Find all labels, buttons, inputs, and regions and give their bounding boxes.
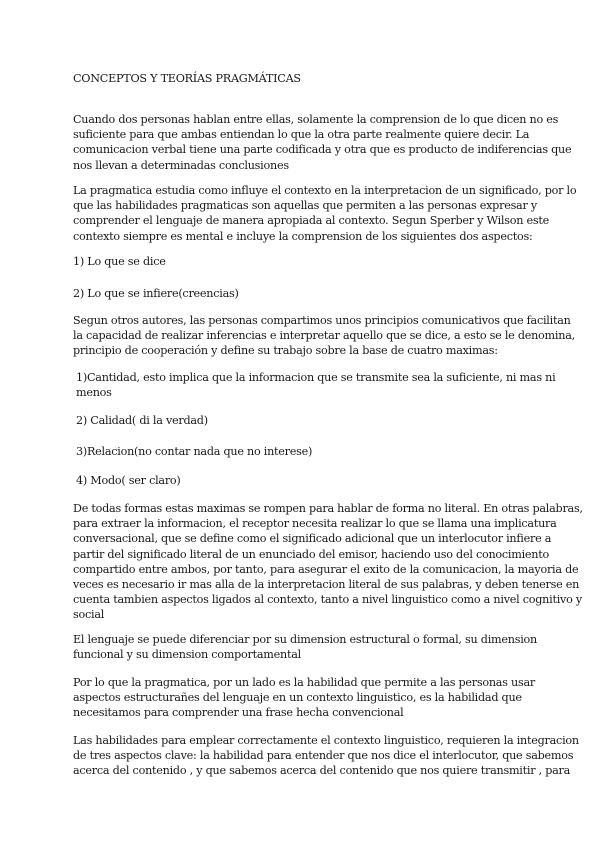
text-line: conversacional, que se define como el significado adicional que un interlocutor infiere a xyxy=(73,532,552,546)
text-line: compartido entre ambos, por tanto, para asegurar el exito de la comunicacion, la mayoria de xyxy=(73,562,579,576)
text-line: Cuando dos personas hablan entre ellas, solamente la comprension de lo que dicen no es xyxy=(73,113,559,126)
text-line: Por lo que la pragmatica, por un lado es la habilidad que permite a las personas usar xyxy=(73,676,535,689)
list-item: 3)Relacion(no contar nada que no interese) xyxy=(76,445,313,458)
text-line: La pragmatica estudia como influye el contexto en la interpretacion de un significado, por lo xyxy=(73,184,577,197)
paragraph xyxy=(73,183,577,244)
text-line: para extraer la informacion, el receptor necesita realizar lo que se llama una implicatura xyxy=(73,517,557,531)
paragraph xyxy=(73,112,572,173)
paragraph xyxy=(73,632,537,662)
document-title: CONCEPTOS Y TEORÍAS PRAGMÁTICAS xyxy=(73,72,301,85)
paragraph xyxy=(73,675,533,721)
text-line: social xyxy=(73,608,105,622)
list-item: 4) Modo( ser claro) xyxy=(76,474,181,487)
text-line: que las habilidades pragmaticas son aquellas que permiten a las personas expresar y xyxy=(73,199,537,213)
text-line: suficiente para que ambas entiendan lo que la otra parte realmente quiere decir. La xyxy=(73,128,530,142)
text-line: comunicacion verbal tiene una parte codificada y otra que es producto de indiferencias que xyxy=(73,143,572,157)
text-line: partir del significado literal de un enunciado del emisor, haciendo uso del conocimiento xyxy=(73,547,549,561)
text-line: comprender el lenguaje de manera apropiada al contexto. Segun Sperber y Wilson este xyxy=(73,214,549,228)
text-line: principio de cooperación y define su trabajo sobre la base de cuatro maximas: xyxy=(73,344,498,358)
list-item: 1) Lo que se dice xyxy=(73,255,166,268)
text-line: funcional y su dimension comportamental xyxy=(73,648,301,662)
text-line: veces es necesario ir mas alla de la interpretacion literal de sus palabras, y deben tenerse en xyxy=(73,578,580,592)
text-line: Segun otros autores, las personas compartimos unos principios comunicativos que facilitan xyxy=(73,314,571,327)
text-line: De todas formas estas maximas se rompen para hablar de forma no literal. En otras palabras, xyxy=(73,502,583,515)
text-line: Las habilidades para emplear correctamente el contexto linguistico, requieren la integracion xyxy=(73,734,579,747)
list-item xyxy=(76,370,556,400)
text-line: de tres aspectos clave: la habilidad para entender que nos dice el interlocutor, que sabemos xyxy=(73,749,574,763)
paragraph xyxy=(73,501,583,623)
text-line: la capacidad de realizar inferencias e interpretar aquello que se dice, a esto se le denomina, xyxy=(73,329,575,343)
text-line: contexto siempre es mental e incluye la comprension de los siguientes dos aspectos: xyxy=(73,229,533,243)
paragraph xyxy=(73,733,579,779)
text-line: menos xyxy=(76,386,112,400)
text-line: aspectos estructurañes del lenguaje en un contexto linguistico, es la habilidad que xyxy=(73,691,522,705)
text-line: acerca del contenido , y que sabemos acerca del contenido que nos quiere transmitir , para xyxy=(73,764,571,778)
text-line: 1)Cantidad, esto implica que la informacion que se transmite sea la suficiente, ni mas ni xyxy=(76,371,556,384)
text-line: cuenta tambien aspectos ligados al contexto, tanto a nivel linguistico como a nivel cognitivo y xyxy=(73,593,582,607)
text-line: necesitamos para comprender una frase hecha convencional xyxy=(73,706,404,720)
paragraph xyxy=(73,313,575,359)
list-item: 2) Lo que se infiere(creencias) xyxy=(73,287,239,300)
text-line: El lenguaje se puede diferenciar por su dimension estructural o formal, su dimension xyxy=(73,633,537,646)
text-line: nos llevan a determinadas conclusiones xyxy=(73,158,289,172)
list-item: 2) Calidad( di la verdad) xyxy=(76,414,208,427)
